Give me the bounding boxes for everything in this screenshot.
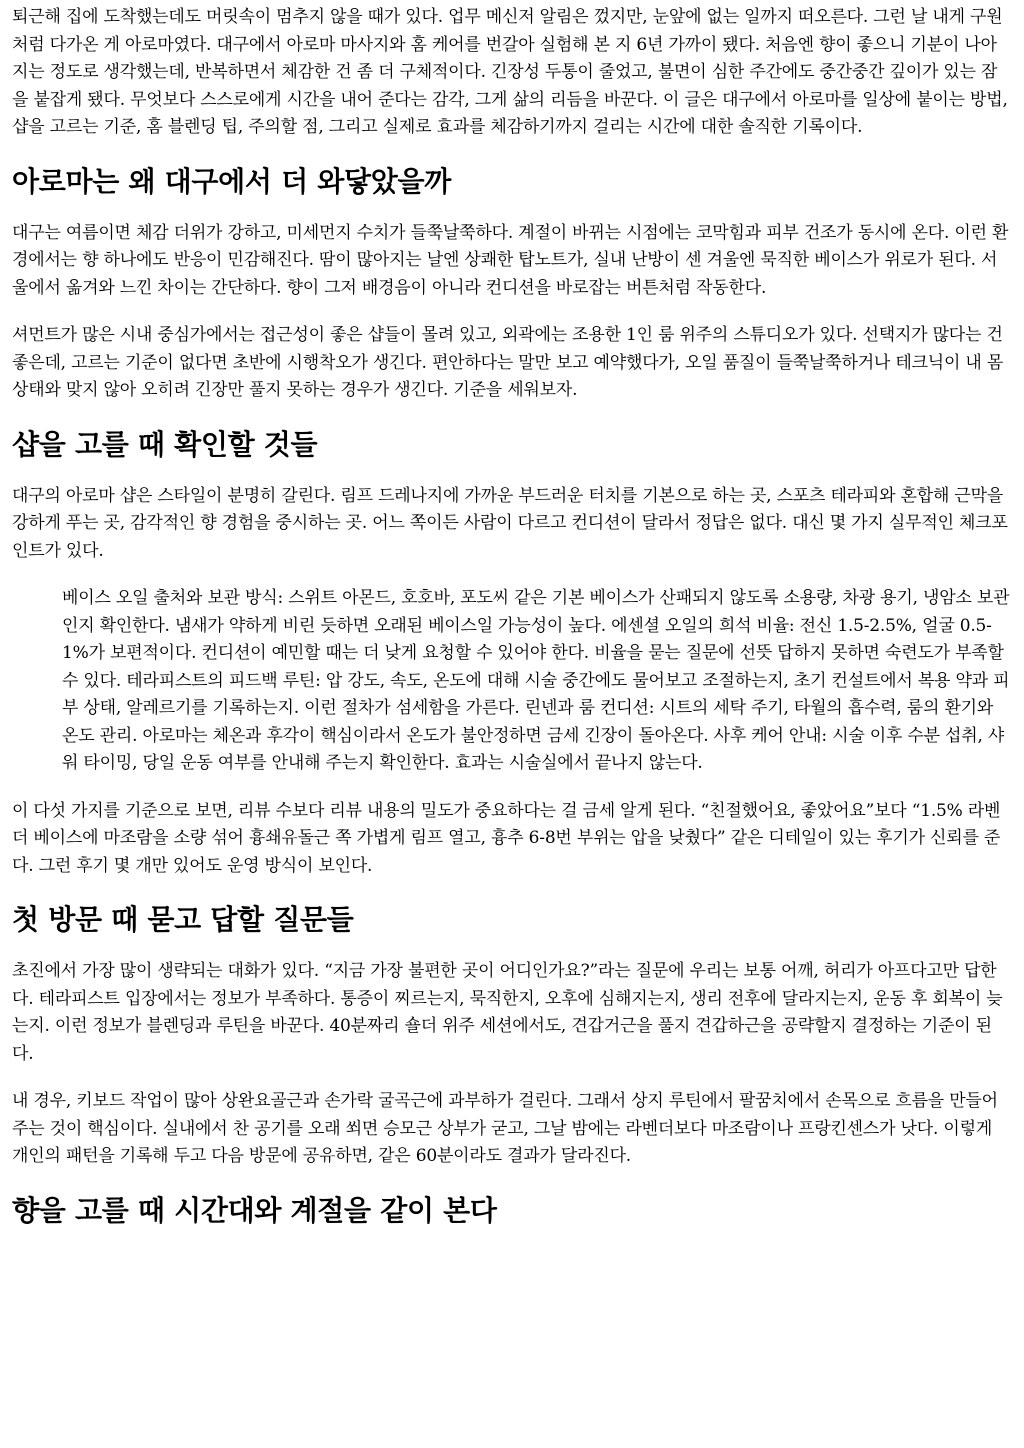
paragraph: 셔먼트가 많은 시내 중심가에서는 접근성이 좋은 샵들이 몰려 있고, 외곽에는 조용한 1인 룸 위주의 스튜디오가 있다. 선택지가 많다는 건 좋은데, 고르는 기준이 없다면 초반에 시행착오가 생긴다. 편안하다는 말만 보고 예약했다가, 오일 품질이 들쭉날쭉하거나 테크닉이 내 몸 상태와 맞지 않아 오히려 긴장만 풀지 못하는 경우가 생긴다. 기준을 세워보자. xyxy=(12,325,1004,400)
section-heading-shop-checklist: 샵을 고를 때 확인할 것들 xyxy=(12,427,318,461)
checklist-text: 베이스 오일 출처와 보관 방식: 스위트 아몬드, 호호바, 포도씨 같은 기본 베이스가 산패되지 않도록 소용량, 차광 용기, 냉암소 보관인지 확인한다. 냄새가 약하게 비린 듯하면 오래된 베이스일 가능성이 높다. 에센셜 오일의 희석 비율: 전신 1.5-2.5%, 얼굴 0.5-1%가 보편적이다. 컨디션이 예민할 때는 더 낮게 요청할 수 있어야 한다. 비율을 묻는 질문에 선뜻 답하지 못하면 숙련도가 부족할 수 있다. 테라피스트의 피드백 루틴: 압 강도, 속도, 온도에 대해 시술 중간에도 물어보고 조절하는지, 초기 컨설트에서 복용 약과 피부 상태, 알레르기를 기록하는지. 이런 절차가 섬세함을 가른다. 린넨과 룸 컨디션: 시트의 세탁 주기, 타월의 흡수력, 룸의 환기와 온도 관리. 아로마는 체온과 후각이 핵심이라서 온도가 불안정하면 금세 긴장이 돌아온다. 사후 케어 안내: 시술 이후 수분 섭취, 샤워 타이밍, 당일 운동 여부를 안내해 주는지 확인한다. 효과는 시술실에서 끝나지 않는다. xyxy=(62,588,1010,773)
section-heading-first-visit: 첫 방문 때 묻고 답할 질문들 xyxy=(12,903,354,936)
paragraph: 초진에서 가장 많이 생략되는 대화가 있다. “지금 가장 불편한 곳이 어디인가요?”라는 질문에 우리는 보통 어깨, 허리가 아프다고만 답한다. 테라피스트 입장에서는 정보가 부족하다. 통증이 찌르는지, 묵직한지, 오후에 심해지는지, 생리 전후에 달라지는지, 운동 후 회복이 늦는지. 이런 정보가 블렌딩과 루틴을 바꾼다. 40분짜리 숄더 위주 세션에서도, 견갑거근을 풀지 견갑하근을 공략할지 결정하는 기준이 된다. xyxy=(12,961,1003,1064)
paragraph: 이 다섯 가지를 기준으로 보면, 리뷰 수보다 리뷰 내용의 밀도가 중요하다는 걸 금세 알게 된다. “친절했어요, 좋았어요”보다 “1.5% 라벤더 베이스에 마조람을 소량 섞어 흉쇄유돌근 쪽 가볍게 림프 열고, 흉추 6-8번 부위는 압을 낮췄다” 같은 디테일이 있는 후기가 신뢰를 준다. 그런 후기 몇 개만 있어도 운영 방식이 보인다. xyxy=(12,800,1001,876)
section-heading-scent-timing: 향을 고를 때 시간대와 계절을 같이 본다 xyxy=(12,1193,497,1227)
checklist-blockquote xyxy=(62,585,1012,778)
paragraph: 내 경우, 키보드 작업이 많아 상완요골근과 손가락 굴곡근에 과부하가 걸린다. 그래서 상지 루틴에서 팔꿈치에서 손목으로 흐름을 만들어 주는 것이 핵심이다. 실내에서 찬 공기를 오래 쐬면 승모근 상부가 굳고, 그날 밤에는 라벤더보다 마조람이나 프랑킨센스가 낫다. 이렇게 개인의 패턴을 기록해 두고 다음 방문에 공유하면, 같은 60분이라도 결과가 달라진다. xyxy=(12,1091,998,1166)
intro-paragraph: 퇴근해 집에 도착했는데도 머릿속이 멈추지 않을 때가 있다. 업무 메신저 알림은 껐지만, 눈앞에 없는 일까지 떠오른다. 그런 날 내게 구원처럼 다가온 게 아로마였다. 대구에서 아로마 마사지와 홈 케어를 번갈아 실험해 본 지 6년 가까이 됐다. 처음엔 향이 좋으니 기분이 나아지는 정도로 생각했는데, 반복하면서 체감한 건 좀 더 구체적이다. 긴장성 두통이 줄었고, 불면이 심한 주간에도 중간중간 깊이가 있는 잠을 붙잡게 됐다. 무엇보다 스스로에게 시간을 내어 준다는 감각, 그게 삶의 리듬을 바꾼다. 이 글은 대구에서 아로마를 일상에 붙이는 방법, 샵을 고르는 기준, 홈 블렌딩 팁, 주의할 점, 그리고 실제로 효과를 체감하기까지 걸리는 시간에 대한 솔직한 기록이다. xyxy=(12,7,1008,137)
section-heading-why-daegu: 아로마는 왜 대구에서 더 와닿았을까 xyxy=(12,164,452,198)
paragraph: 대구의 아로마 샵은 스타일이 분명히 갈린다. 림프 드레나지에 가까운 부드러운 터치를 기본으로 하는 곳, 스포츠 테라피와 혼합해 근막을 강하게 푸는 곳, 감각적인 향 경험을 중시하는 곳. 어느 쪽이든 사람이 다르고 컨디션이 달라서 정답은 없다. 대신 몇 가지 실무적인 체크포인트가 있다. xyxy=(12,485,1008,561)
paragraph: 대구는 여름이면 체감 더위가 강하고, 미세먼지 수치가 들쭉날쭉하다. 계절이 바뀌는 시점에는 코막힘과 피부 건조가 동시에 온다. 이런 환경에서는 향 하나에도 반응이 민감해진다. 땀이 많아지는 날엔 상쾌한 탑노트가, 실내 난방이 센 겨울엔 묵직한 베이스가 위로가 된다. 서울에서 옮겨와 느낀 차이는 간단하다. 향이 그저 배경음이 아니라 컨디션을 바로잡는 버튼처럼 작동한다. xyxy=(12,222,1009,298)
